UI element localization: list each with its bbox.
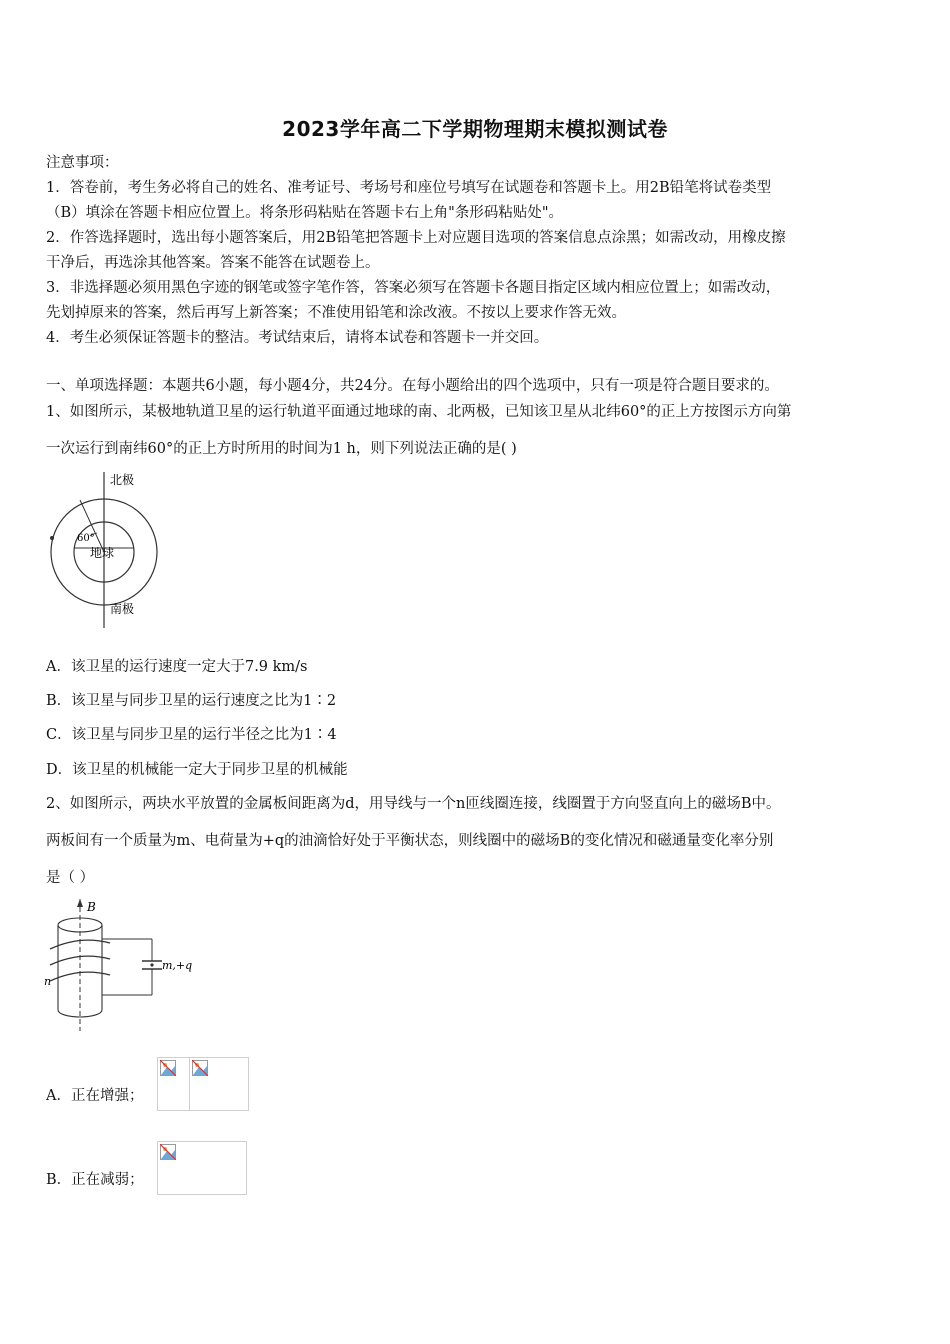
option-d: D．该卫星的机械能一定大于同步卫星的机械能 <box>46 762 348 778</box>
earth-label: 地球 <box>90 546 115 560</box>
question-2-stem: 2、如图所示，两块水平放置的金属板间距离为d，用导线与一个n匝线圈连接，线圈置于方向竖直向上的磁场B中。 <box>46 796 781 812</box>
option-c: C．该卫星与同步卫星的运行半径之比为1∶4 <box>46 727 337 743</box>
notice-line: 先划掉原来的答案，然后再写上新答案；不准使用铅笔和涂改液。不按以上要求作答无效。 <box>46 305 626 321</box>
question-2-stem: 是（ ） <box>46 870 95 886</box>
option-b: B．该卫星与同步卫星的运行速度之比为1∶2 <box>46 693 337 709</box>
field-b-label: B <box>87 900 96 914</box>
polar-orbit-figure <box>44 470 169 630</box>
angle-label: 60° <box>77 533 95 544</box>
section-heading: 一、单项选择题：本题共6小题，每小题4分，共24分。在每小题给出的四个选项中，只有一项是符合题目要求的。 <box>46 378 779 394</box>
broken-image-icon <box>192 1060 208 1076</box>
broken-image <box>157 1057 191 1111</box>
notice-line: 2．作答选择题时，选出每小题答案后，用2B铅笔把答题卡上对应题目选项的答案信息点涂黑；如需改动，用橡皮擦 <box>46 230 786 246</box>
broken-image <box>157 1141 247 1195</box>
question-2-stem: 两板间有一个质量为m、电荷量为+q的油滴恰好处于平衡状态，则线圈中的磁场B的变化情况和磁通量变化率分别 <box>46 833 774 849</box>
notice-line: 1．答卷前，考生务必将自己的姓名、准考证号、考场号和座位号填写在试题卷和答题卡上。用2B铅笔将试卷类型 <box>46 180 772 196</box>
option-b: B．正在减弱； <box>46 1172 144 1188</box>
drop-label: m,+q <box>162 959 193 972</box>
option-a: A．该卫星的运行速度一定大于7.9 km/s <box>46 659 308 675</box>
notice-line: 3．非选择题必须用黑色字迹的钢笔或签字笔作答，答案必须写在答题卡各题目指定区域内相应位置上；如需改动， <box>46 280 781 296</box>
south-pole-label: 南极 <box>110 602 135 616</box>
coil-figure <box>40 895 200 1035</box>
broken-image <box>189 1057 249 1111</box>
notice-line: 4．考生必须保证答题卡的整洁。考试结束后，请将本试卷和答题卡一并交回。 <box>46 330 549 346</box>
notice-line: （B）填涂在答题卡相应位置上。将条形码粘贴在答题卡右上角"条形码粘贴处"。 <box>46 205 563 221</box>
north-pole-label: 北极 <box>110 473 135 487</box>
question-1-stem: 一次运行到南纬60°的正上方时所用的时间为1 h，则下列说法正确的是( ) <box>46 441 517 457</box>
broken-image-icon <box>160 1060 176 1076</box>
question-1-stem: 1、如图所示，某极地轨道卫星的运行轨道平面通过地球的南、北两极，已知该卫星从北纬60°的正上方按图示方向第 <box>46 404 792 420</box>
notice-heading: 注意事项： <box>46 155 119 171</box>
notice-line: 干净后，再选涂其他答案。答案不能答在试题卷上。 <box>46 255 380 271</box>
option-a: A．正在增强； <box>46 1088 144 1104</box>
coil-n-label: n <box>44 975 52 988</box>
page-title: 2023学年高二下学期物理期末模拟测试卷 <box>282 117 668 141</box>
broken-image-icon <box>160 1144 176 1160</box>
